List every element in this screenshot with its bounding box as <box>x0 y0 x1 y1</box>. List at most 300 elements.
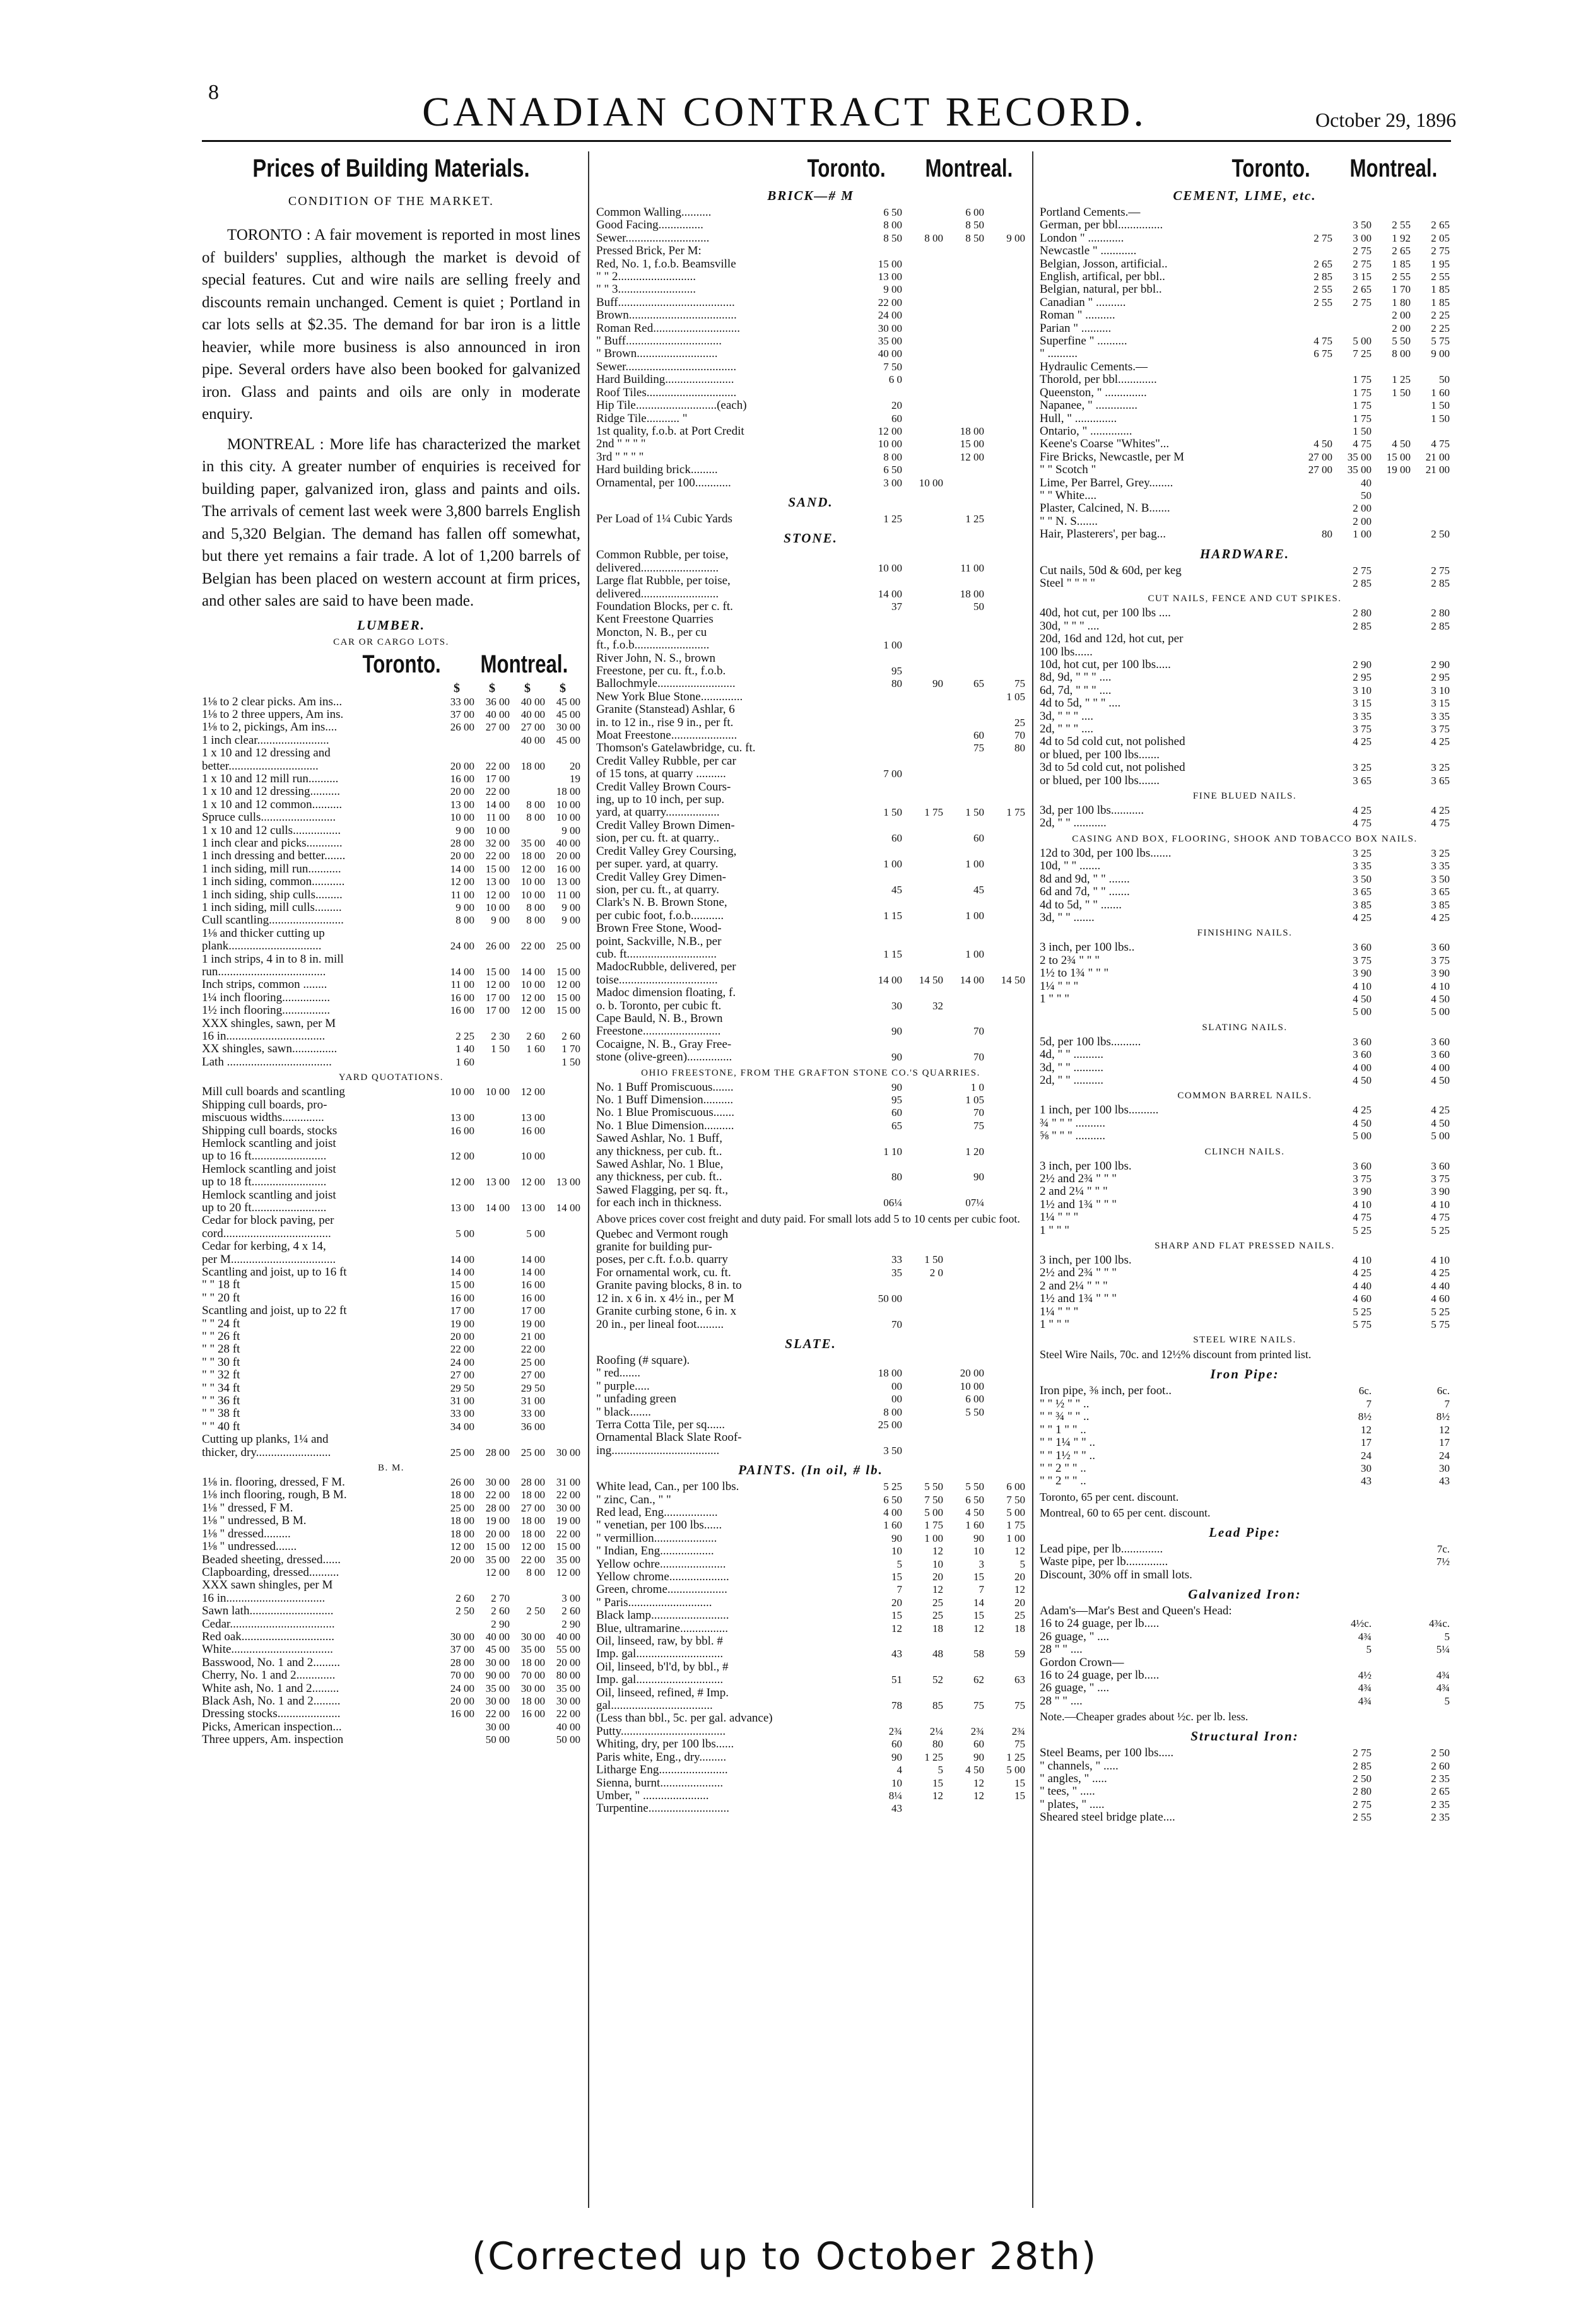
montreal-high-price: 45 00 <box>556 695 580 708</box>
toronto-low-price: 2 25 <box>455 1030 474 1043</box>
montreal-low-price: 17 00 <box>520 1305 545 1317</box>
toronto-high-price <box>902 1012 943 1025</box>
item-name: ing.................................... <box>596 1444 720 1457</box>
price-row <box>1040 659 1450 671</box>
montreal-low-price: 20 00 <box>960 1367 984 1380</box>
montreal-high-price: 25 <box>1014 1609 1025 1622</box>
montreal-low-price: 30 00 <box>520 1630 545 1643</box>
toronto-low-price <box>1293 577 1332 590</box>
montreal-high-price: 4 50 <box>1431 1074 1450 1086</box>
montreal-high-price <box>545 747 580 760</box>
item-name: Buff....................................... <box>596 296 735 309</box>
montreal-low-price: 5 00 <box>526 1227 545 1240</box>
toronto-low-price: 20 00 <box>450 1694 474 1707</box>
item-name: " " White.... <box>1040 489 1097 502</box>
toronto-high-price: 1 50 <box>924 1253 943 1266</box>
toronto-low-price <box>861 1228 902 1241</box>
toronto-high-price <box>902 219 943 232</box>
montreal-high-price: 35 00 <box>556 1682 580 1694</box>
toronto-high-price <box>1332 1569 1372 1582</box>
montreal-low-price: 62 <box>973 1674 984 1686</box>
toronto-low-price: 70 <box>891 1318 902 1330</box>
montreal-high-price: 4 50 <box>1431 992 1450 1005</box>
toronto-high-price <box>902 1293 943 1305</box>
toronto-low-price: 4 00 <box>883 1506 902 1518</box>
item-name: " Paris............................ <box>596 1596 712 1609</box>
toronto-low-price: 1 00 <box>883 639 902 652</box>
city-header <box>596 155 1025 183</box>
toronto-low-price <box>1293 1036 1332 1048</box>
toronto-high-price <box>902 1318 943 1331</box>
price-row <box>596 948 1025 961</box>
item-name: stone (olive-green)............... <box>596 1051 732 1064</box>
montreal-low-price: 18 00 <box>520 1694 545 1707</box>
toronto-high-price <box>902 245 943 257</box>
price-row <box>202 1421 580 1433</box>
montreal-high-price: 4 00 <box>1431 1061 1450 1074</box>
montreal-low-price <box>1372 1211 1411 1224</box>
montreal-high-price <box>545 1382 580 1395</box>
toronto-low-price: 33 00 <box>450 1407 474 1420</box>
item-name: Hard Building....................... <box>596 373 734 387</box>
montreal-high-price: 80 <box>1014 742 1025 754</box>
toronto-high-price: 3 75 <box>1353 1173 1372 1185</box>
toronto-low-price: 90 <box>891 1025 902 1038</box>
price-row <box>202 1240 580 1253</box>
montreal-low-price <box>1372 620 1411 633</box>
price-row <box>202 1202 580 1214</box>
montreal-high-price <box>545 927 580 940</box>
price-row <box>1040 451 1450 464</box>
price-row <box>202 953 580 966</box>
montreal-low-price: 90 <box>973 1751 984 1763</box>
montreal-high-price: 40 00 <box>556 836 580 849</box>
item-name: MadocRubble, delivered, per <box>596 961 736 974</box>
montreal-high-price <box>984 575 1025 587</box>
price-row <box>596 613 1025 626</box>
item-name: Napanee, " .............. <box>1040 399 1137 413</box>
toronto-low-price: 37 00 <box>450 708 474 720</box>
toronto-high-price: 1 75 <box>1353 412 1372 425</box>
toronto-header: Toronto. <box>807 155 886 182</box>
montreal-high-price <box>984 858 1025 871</box>
montreal-high-price <box>984 219 1025 232</box>
montreal-low-price: 8 00 <box>526 1566 545 1578</box>
montreal-low-price <box>1372 1224 1411 1237</box>
item-name: 3 inch, per 100 lbs.. <box>1040 941 1135 954</box>
montreal-low-price <box>943 896 984 909</box>
toronto-low-price <box>1293 1695 1332 1708</box>
subsection-heading: SLATING NAILS. <box>1202 1022 1288 1033</box>
toronto-low-price: 13 00 <box>450 798 474 811</box>
toronto-high-price <box>902 884 943 896</box>
toronto-high-price <box>1332 309 1372 322</box>
item-name: " " 18 ft <box>202 1279 240 1292</box>
montreal-high-price: 3 50 <box>1431 872 1450 885</box>
montreal-low-price <box>1372 954 1411 967</box>
montreal-low-price <box>1372 912 1411 924</box>
toronto-high-price <box>902 1445 943 1457</box>
toronto-low-price: 22 00 <box>450 1343 474 1356</box>
montreal-low-price: 10 00 <box>520 876 545 888</box>
toronto-low-price <box>1293 847 1332 860</box>
montreal-high-price: 2 95 <box>1431 671 1450 684</box>
toronto-low-price: 12 <box>891 1622 902 1634</box>
toronto-low-price <box>1293 1185 1332 1198</box>
price-row <box>596 425 1025 438</box>
montreal-low-price <box>510 1240 545 1253</box>
toronto-high-price <box>474 1369 510 1382</box>
montreal-high-price: 15 00 <box>556 1541 580 1553</box>
montreal-low-price: 90 <box>973 1171 984 1183</box>
montreal-high-price <box>545 1407 580 1420</box>
price-row <box>1040 1475 1450 1488</box>
price-row <box>1040 993 1450 1006</box>
montreal-low-price: 18 00 <box>520 760 545 772</box>
price-row <box>596 588 1025 601</box>
item-name: yard, at quarry.................. <box>596 806 720 819</box>
dollar-sign: $ <box>524 681 531 695</box>
item-name: " .......... <box>1040 348 1078 361</box>
toronto-low-price: 7 00 <box>883 768 902 780</box>
toronto-high-price: 5 <box>937 1764 943 1776</box>
montreal-low-price <box>943 575 984 587</box>
toronto-low-price <box>861 626 902 639</box>
toronto-high-price <box>474 1228 510 1240</box>
montreal-low-price <box>1372 1318 1411 1331</box>
item-name: 3 inch, per 100 lbs. <box>1040 1254 1132 1267</box>
toronto-low-price: 00 <box>891 1380 902 1392</box>
price-row <box>202 1592 580 1605</box>
item-name: Cedar for block paving, per <box>202 1214 334 1228</box>
item-name: Hair, Plasterers', per bag... <box>1040 528 1166 541</box>
toronto-low-price <box>861 245 902 257</box>
montreal-low-price: 1 00 <box>965 858 984 871</box>
price-row <box>1040 477 1450 490</box>
toronto-high-price <box>902 1354 943 1367</box>
montreal-high-price: 4¾ <box>1436 1669 1450 1681</box>
montreal-high-price <box>1411 515 1450 528</box>
toronto-high-price <box>474 1099 510 1112</box>
toronto-high-price <box>902 387 943 399</box>
price-row <box>596 806 1025 819</box>
toronto-high-price <box>474 1292 510 1305</box>
item-name: up to 16 ft......................... <box>202 1150 327 1163</box>
montreal-high-price <box>545 1150 580 1163</box>
montreal-low-price <box>1372 659 1411 671</box>
price-row <box>1040 335 1450 348</box>
price-row <box>596 1158 1025 1171</box>
toronto-high-price: 2 0 <box>929 1266 943 1279</box>
toronto-high-price: 32 00 <box>485 836 510 849</box>
item-name: 1⅛ in. flooring, dressed, F M. <box>202 1476 345 1489</box>
montreal-high-price: 12 <box>1014 1583 1025 1596</box>
toronto-high-price: 1 75 <box>1353 373 1372 386</box>
toronto-high-price <box>902 1038 943 1051</box>
toronto-low-price <box>439 1018 474 1030</box>
montreal-low-price: 18 00 <box>520 850 545 862</box>
price-row <box>596 922 1025 935</box>
subsection-heading: COMMON BARREL NAILS. <box>1177 1091 1312 1101</box>
toronto-high-price <box>474 1240 510 1253</box>
item-name: for each inch in thickness. <box>596 1197 722 1210</box>
toronto-high-price: 15 00 <box>485 966 510 978</box>
montreal-low-price <box>510 773 545 785</box>
toronto-high-price <box>474 1125 510 1137</box>
toronto-low-price: 10 00 <box>450 811 474 824</box>
toronto-high-price <box>474 1433 510 1446</box>
condition-heading: CONDITION OF THE MARKET. <box>288 194 495 208</box>
item-name: " " 26 ft <box>202 1330 240 1343</box>
price-row <box>202 1086 580 1098</box>
toronto-low-price: 24 00 <box>450 940 474 953</box>
price-row <box>202 978 580 991</box>
montreal-low-price: 70 <box>973 1106 984 1119</box>
toronto-low-price <box>1293 954 1332 967</box>
montreal-low-price: 14 00 <box>520 1265 545 1278</box>
montreal-low-price <box>1372 671 1411 684</box>
item-name: Ornamental, per 100............ <box>596 476 731 490</box>
toronto-low-price <box>861 1661 902 1674</box>
item-name: " zinc, Can., " " <box>596 1493 671 1506</box>
montreal-low-price <box>1372 607 1411 619</box>
toronto-low-price: 14 00 <box>450 862 474 875</box>
montreal-low-price <box>510 1433 545 1446</box>
montreal-low-price: 60 <box>973 729 984 742</box>
toronto-low-price <box>861 703 902 716</box>
toronto-high-price <box>902 1406 943 1419</box>
montreal-high-price: 2¾ <box>1011 1725 1025 1737</box>
toronto-low-price <box>1293 399 1332 412</box>
price-row <box>596 1661 1025 1674</box>
toronto-high-price: 14 00 <box>485 798 510 811</box>
toronto-low-price: 12 00 <box>450 876 474 888</box>
toronto-high-price: 14 00 <box>485 1201 510 1214</box>
montreal-high-price: 2 25 <box>1431 322 1450 334</box>
montreal-low-price: 1 70 <box>1392 283 1411 296</box>
toronto-low-price <box>1293 899 1332 912</box>
montreal-high-price: 5 00 <box>1431 1130 1450 1142</box>
toronto-high-price <box>1332 1657 1372 1669</box>
price-row <box>1040 1811 1450 1824</box>
toronto-low-price <box>861 961 902 973</box>
item-name: No. 1 Buff Promiscuous....... <box>596 1081 734 1094</box>
toronto-low-price <box>1293 860 1332 872</box>
toronto-low-price <box>1293 490 1332 502</box>
subsection-heading: FINISHING NAILS. <box>1197 928 1293 939</box>
toronto-low-price <box>1293 1117 1332 1130</box>
item-name: 1 inch clear........................ <box>202 734 329 747</box>
toronto-low-price <box>1293 1293 1332 1305</box>
montreal-low-price <box>943 1318 984 1331</box>
toronto-high-price: 5 25 <box>1353 1305 1372 1318</box>
item-name: Sawed Ashlar, No. 1 Buff, <box>596 1132 722 1146</box>
montreal-low-price: 2 50 <box>526 1605 545 1617</box>
price-row <box>1040 283 1450 296</box>
toronto-high-price <box>1332 361 1372 373</box>
price-row <box>1040 438 1450 450</box>
montreal-high-price: 15 <box>1014 1789 1025 1802</box>
montreal-high-price: 6 00 <box>1006 1481 1025 1493</box>
item-name: Belgian, natural, per bbl.. <box>1040 283 1162 296</box>
toronto-high-price: 4 50 <box>1353 1117 1372 1129</box>
item-name: up to 20 ft......................... <box>202 1201 327 1214</box>
price-row <box>1040 1074 1450 1087</box>
toronto-low-price: 12 00 <box>878 425 902 437</box>
toronto-low-price <box>439 1566 474 1579</box>
toronto-high-price: 2 75 <box>1353 257 1372 270</box>
toronto-high-price: 1 75 <box>1353 386 1372 399</box>
item-name: White lead, Can., per 100 lbs. <box>596 1481 739 1494</box>
toronto-low-price: 33 00 <box>450 695 474 708</box>
price-row <box>1040 1130 1450 1142</box>
toronto-high-price: 35 00 <box>1347 464 1372 476</box>
montreal-low-price: 16 00 <box>520 1708 545 1720</box>
toronto-low-price: 1 15 <box>883 948 902 960</box>
price-row <box>596 1725 1025 1738</box>
montreal-low-price <box>1372 1173 1411 1185</box>
montreal-low-price <box>1372 817 1411 830</box>
montreal-high-price <box>984 1431 1025 1444</box>
item-name: 3d, " " ....... <box>1040 911 1095 924</box>
montreal-high-price: 2 75 <box>1431 564 1450 577</box>
item-name: sion, per cu. ft., at quarry. <box>596 883 720 896</box>
toronto-high-price <box>902 513 943 525</box>
toronto-high-price: 1 50 <box>491 1043 510 1055</box>
item-name: 1⅛ " dressed......... <box>202 1527 291 1541</box>
montreal-low-price: 27 00 <box>520 1369 545 1382</box>
toronto-low-price <box>1293 684 1332 697</box>
price-row <box>202 1343 580 1356</box>
toronto-high-price: 2 90 <box>1353 659 1372 671</box>
montreal-high-price: 4 25 <box>1431 1267 1450 1279</box>
montreal-high-price <box>984 1635 1025 1648</box>
montreal-low-price <box>943 794 984 806</box>
toronto-high-price <box>902 703 943 716</box>
montreal-high-price: 4 75 <box>1431 438 1450 450</box>
montreal-low-price <box>1372 1267 1411 1279</box>
toronto-high-price: 10 <box>932 1558 943 1570</box>
toronto-high-price <box>902 845 943 858</box>
toronto-high-price: 3 15 <box>1353 697 1372 710</box>
montreal-low-price <box>943 309 984 322</box>
toronto-low-price: 60 <box>891 412 902 425</box>
toronto-high-price: 12 <box>932 1545 943 1558</box>
item-name: " unfading green <box>596 1393 676 1406</box>
item-name: Gordon Crown— <box>1040 1656 1124 1669</box>
toronto-high-price: 10 00 <box>919 476 943 489</box>
column-cement-hardware <box>1040 155 1450 1824</box>
toronto-low-price: 6 0 <box>888 373 902 386</box>
montreal-low-price: 40 00 <box>520 708 545 720</box>
toronto-low-price: 1 25 <box>883 512 902 525</box>
montreal-high-price: 21 00 <box>1425 464 1450 476</box>
item-name: 1st quality, f.o.b. at Port Credit <box>596 425 744 438</box>
item-name: cub. ft.............................. <box>596 948 717 961</box>
dollar-sign: $ <box>454 681 460 695</box>
montreal-low-price <box>1372 1130 1411 1142</box>
montreal-low-price <box>510 1189 545 1202</box>
toronto-low-price <box>861 845 902 858</box>
montreal-low-price: 14 <box>973 1596 984 1609</box>
price-row <box>202 1657 580 1669</box>
price-row <box>1040 577 1450 590</box>
toronto-high-price <box>902 549 943 561</box>
montreal-low-price <box>943 936 984 948</box>
toronto-high-price: 22 00 <box>485 1708 510 1720</box>
toronto-low-price <box>439 1721 474 1734</box>
montreal-low-price: 1 50 <box>965 806 984 819</box>
toronto-low-price <box>439 953 474 966</box>
item-name: 1⅛ " undressed, B M. <box>202 1515 307 1528</box>
toronto-high-price <box>474 1395 510 1407</box>
montreal-low-price <box>1372 899 1411 912</box>
item-name: " " 2 " " .. <box>1040 1475 1086 1488</box>
price-row <box>1040 633 1450 645</box>
item-name: any thickness, per cub. ft.. <box>596 1171 722 1184</box>
montreal-high-price <box>984 335 1025 348</box>
toronto-low-price: 15 00 <box>878 257 902 270</box>
toronto-low-price <box>439 1189 474 1202</box>
montreal-low-price <box>1372 1556 1411 1568</box>
toronto-low-price <box>861 1241 902 1253</box>
montreal-low-price: 15 00 <box>960 438 984 450</box>
toronto-low-price: 6 50 <box>883 464 902 476</box>
toronto-high-price: 8½ <box>1358 1411 1372 1423</box>
toronto-low-price: 10 <box>891 1776 902 1789</box>
toronto-high-price <box>902 691 943 703</box>
item-name: Umber, " ...................... <box>596 1789 709 1802</box>
toronto-high-price <box>474 1137 510 1150</box>
toronto-low-price: 06¼ <box>883 1197 902 1209</box>
toronto-high-price: 7 50 <box>924 1493 943 1506</box>
item-name: Ornamental Black Slate Roof- <box>596 1431 742 1445</box>
toronto-low-price: 16 00 <box>450 1708 474 1720</box>
price-note: Toronto, 65 per cent. discount. <box>1040 1490 1179 1503</box>
price-row <box>1040 1462 1450 1475</box>
issue-date: October 29, 1896 <box>1315 109 1457 131</box>
toronto-high-price: 4 75 <box>1353 817 1372 830</box>
item-name: Adam's—Mar's Best and Queen's Head: <box>1040 1604 1232 1617</box>
price-row <box>596 729 1025 742</box>
montreal-high-price <box>984 413 1025 425</box>
toronto-low-price <box>1293 1450 1332 1462</box>
montreal-low-price <box>943 1038 984 1051</box>
item-name: 1½ and 1¾ " " " <box>1040 1293 1117 1306</box>
item-name: " Brown........................... <box>596 348 718 361</box>
toronto-low-price: 20 00 <box>450 850 474 862</box>
toronto-low-price <box>1293 1424 1332 1436</box>
toronto-low-price <box>1293 761 1332 774</box>
montreal-low-price: 14 00 <box>520 966 545 978</box>
montreal-high-price <box>984 438 1025 450</box>
item-name: 3 inch, per 100 lbs. <box>1040 1159 1132 1173</box>
item-name: XXX shingles, sawn, per M <box>202 1017 336 1030</box>
price-row <box>596 1583 1025 1596</box>
section-heading: SAND. <box>788 494 833 510</box>
item-name: Newcastle " ............ <box>1040 245 1137 258</box>
item-name: 20 in., per lineal foot......... <box>596 1318 724 1331</box>
item-name: 2d, " " " .... <box>1040 723 1094 736</box>
price-row <box>1040 1267 1450 1279</box>
montreal-low-price: 70 <box>973 1025 984 1038</box>
item-name: Credit Valley Grey Dimen- <box>596 871 726 884</box>
montreal-low-price: 13 00 <box>520 1201 545 1214</box>
montreal-low-price: 3 <box>978 1558 984 1570</box>
montreal-low-price <box>510 785 545 798</box>
item-name: better.............................. <box>202 760 319 773</box>
toronto-high-price <box>902 588 943 601</box>
